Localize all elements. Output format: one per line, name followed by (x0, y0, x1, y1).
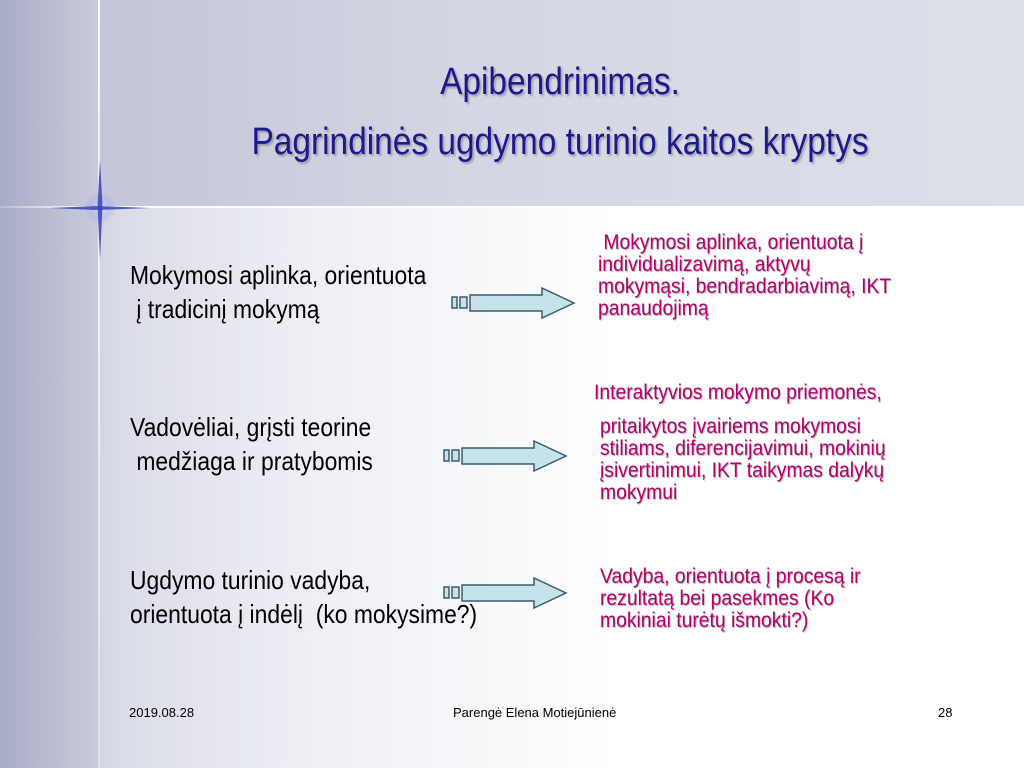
row3-arrow-icon (442, 576, 568, 610)
row3-left-text: Ugdymo turinio vadyba, orientuota į indėlį (ko mokysime?) (130, 565, 478, 629)
slide-title (164, 52, 956, 172)
row1-left-text: Mokymosi aplinka, orientuota į tradicinį mokymą (130, 260, 427, 324)
title-line-2: Pagrindinės ugdymo turinio kaitos kryptys (251, 121, 869, 163)
footer-page-number: 28 (938, 705, 953, 720)
horizontal-divider-line (0, 206, 1024, 208)
sparkle-star-icon (50, 160, 150, 260)
row2-right-text: pritaikytos įvairiems mokymosi stiliams, diferencijavimui, mokinių įsivertinimui, IKT taikymas dalykų mokymui (600, 415, 886, 504)
footer-author: Parengė Elena Motiejūnienė (453, 705, 617, 720)
vertical-divider-line (98, 0, 100, 768)
footer-date: 2019.08.28 (129, 705, 195, 720)
title-line-1: Apibendrinimas. (440, 61, 680, 103)
row2-arrow-icon (442, 439, 568, 473)
row2-right-heading: Interaktyvios mokymo priemonės, (594, 381, 882, 404)
row1-right-text: Mokymosi aplinka, orientuota į individualizavimą, aktyvų mokymąsi, bendradarbiavimą, IKT panaudojimą (598, 231, 892, 320)
row3-right-text: Vadyba, orientuota į procesą ir rezultatą bei pasekmes (Ko mokiniai turėtų išmokti?) (600, 565, 861, 632)
left-background-band (0, 0, 98, 768)
row1-arrow-icon (450, 286, 576, 320)
row2-left-text: Vadovėliai, grįsti teorine medžiaga ir pratybomis (130, 412, 373, 476)
